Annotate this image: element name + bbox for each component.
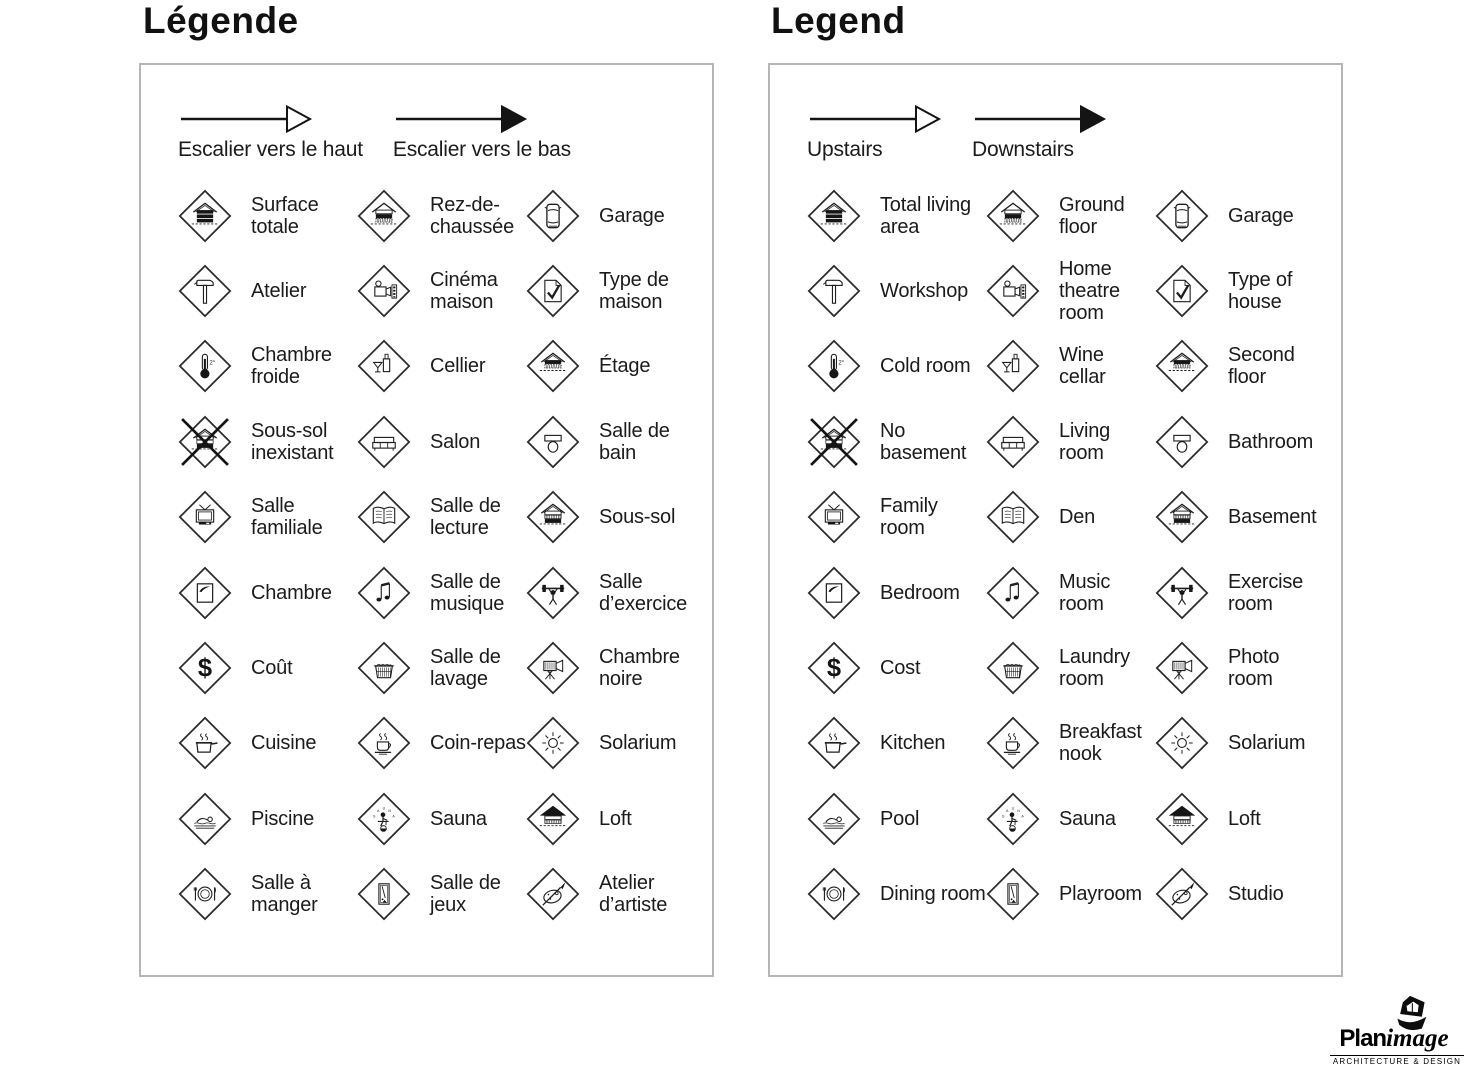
legend-item-home-theatre: [986, 253, 1155, 328]
legend-item-cold-room: [178, 329, 357, 404]
legend-item-exercise-room: [526, 555, 696, 630]
legend-item-no-basement: [178, 404, 357, 479]
legend-item-garage: [526, 178, 696, 253]
music-room-icon: [986, 566, 1040, 620]
stairs-up-entry: [178, 103, 363, 162]
legend-item-label: Salle à manger: [251, 872, 318, 917]
dining-room-icon: [807, 867, 861, 921]
legend-item-music-room: [357, 555, 526, 630]
living-room-icon: [357, 415, 411, 469]
legend-item-bedroom: [178, 555, 357, 630]
legend-item-studio: [1155, 857, 1325, 932]
legend-item-label: Photo room: [1228, 646, 1280, 691]
legend-item-laundry-room: [986, 630, 1155, 705]
legend-item-pool: [807, 781, 986, 856]
legend-item-label: Chambre: [251, 581, 332, 604]
legend-item-label: Solarium: [1228, 732, 1306, 755]
basement-icon: [526, 490, 580, 544]
legend-item-label: Cost: [880, 657, 921, 680]
loft-icon: [1155, 792, 1209, 846]
legend-item-den: [986, 480, 1155, 555]
legend-item-label: Coût: [251, 657, 293, 680]
exercise-room-icon: [526, 566, 580, 620]
legend-item-label: Type of house: [1228, 269, 1293, 314]
legend-item-living-room: [357, 404, 526, 479]
sauna-icon: [357, 792, 411, 846]
den-icon: [986, 490, 1040, 544]
legend-item-label: Sauna: [1059, 807, 1116, 830]
legend-item-label: Surface totale: [251, 193, 319, 238]
legend-item-label: Salle d’exercice: [599, 570, 688, 615]
studio-icon: [526, 867, 580, 921]
legend-item-label: Salle de jeux: [430, 872, 501, 917]
legend-item-cold-room: [807, 329, 986, 404]
legend-item-label: Sous-sol inexistant: [251, 419, 334, 464]
legend-grid-english: [807, 178, 1341, 932]
legend-item-photo-room: [1155, 630, 1325, 705]
photo-room-icon: [526, 641, 580, 695]
family-room-icon: [178, 490, 232, 544]
legend-item-label: Kitchen: [880, 732, 946, 755]
stairs-up-arrow-icon: [807, 103, 942, 135]
legend-item-living-room: [986, 404, 1155, 479]
den-icon: [357, 490, 411, 544]
loft-icon: [526, 792, 580, 846]
legend-item-label: Cuisine: [251, 732, 317, 755]
stairs-down-arrow-icon: [393, 103, 528, 135]
legend-item-label: Rez-de-chaussée: [430, 193, 515, 238]
kitchen-icon: [807, 716, 861, 770]
legend-item-cost: [178, 630, 357, 705]
legend-item-label: Dining room: [880, 883, 986, 906]
page-title-english: Legend: [771, 0, 906, 41]
playroom-icon: [357, 867, 411, 921]
studio-icon: [1155, 867, 1209, 921]
home-theatre-icon: [986, 264, 1040, 318]
legend-item-label: Studio: [1228, 883, 1284, 906]
legend-item-label: Salle de bain: [599, 419, 670, 464]
no-basement-icon: [807, 415, 861, 469]
no-basement-icon: [178, 415, 232, 469]
legend-item-playroom: [986, 857, 1155, 932]
legend-item-label: Ground floor: [1059, 193, 1125, 238]
cold-room-icon: [807, 339, 861, 393]
legend-grid-french: [178, 178, 712, 932]
legend-item-laundry-room: [357, 630, 526, 705]
planimage-wordmark: [1316, 1027, 1472, 1054]
living-room-icon: [986, 415, 1040, 469]
planimage-logo: [1316, 995, 1472, 1066]
legend-item-label: Cellier: [430, 355, 486, 378]
sauna-icon: [986, 792, 1040, 846]
home-theatre-icon: [357, 264, 411, 318]
basement-icon: [1155, 490, 1209, 544]
legend-item-ground-floor: [986, 178, 1155, 253]
legend-item-sauna: [357, 781, 526, 856]
legend-item-bathroom: [1155, 404, 1325, 479]
stairs-down-arrow-icon: [972, 103, 1107, 135]
legend-item-label: Garage: [1228, 204, 1294, 227]
legend-panel-english: [768, 63, 1343, 977]
legend-item-second-floor: [1155, 329, 1325, 404]
legend-item-label: Atelier: [251, 280, 307, 303]
cost-icon: [178, 641, 232, 695]
wine-cellar-icon: [357, 339, 411, 393]
legend-item-dining-room: [178, 857, 357, 932]
family-room-icon: [807, 490, 861, 544]
page-title-french: Légende: [143, 0, 299, 41]
legend-item-music-room: [986, 555, 1155, 630]
logo-image-text: image: [1386, 1025, 1449, 1052]
legend-item-pool: [178, 781, 357, 856]
legend-item-label: Den: [1059, 506, 1096, 529]
legend-item-label: Bedroom: [880, 581, 960, 604]
legend-item-exercise-room: [1155, 555, 1325, 630]
legend-item-label: Salon: [430, 430, 481, 453]
second-floor-icon: [526, 339, 580, 393]
legend-item-label: Breakfast nook: [1059, 721, 1142, 766]
kitchen-icon: [178, 716, 232, 770]
legend-item-label: Bathroom: [1228, 430, 1314, 453]
legend-item-home-theatre: [357, 253, 526, 328]
dining-room-icon: [178, 867, 232, 921]
legend-item-wine-cellar: [986, 329, 1155, 404]
bedroom-icon: [178, 566, 232, 620]
stair-arrows-english: [807, 103, 1341, 162]
breakfast-nook-icon: [357, 716, 411, 770]
stairs-down-label: Escalier vers le bas: [392, 138, 571, 161]
legend-item-label: Salle de lavage: [430, 646, 501, 691]
legend-item-sauna: [986, 781, 1155, 856]
legend-item-second-floor: [526, 329, 696, 404]
legend-item-workshop: [807, 253, 986, 328]
legend-item-label: Exercise room: [1228, 570, 1304, 615]
second-floor-icon: [1155, 339, 1209, 393]
legend-item-label: Cold room: [880, 355, 971, 378]
legend-item-label: Sauna: [430, 807, 487, 830]
bathroom-icon: [526, 415, 580, 469]
legend-item-label: Atelier d’artiste: [599, 872, 668, 917]
stairs-down-entry: [972, 103, 1107, 162]
legend-item-type-of-house: [1155, 253, 1325, 328]
legend-item-label: Solarium: [599, 732, 677, 755]
legend-item-cost: [807, 630, 986, 705]
legend-item-label: Salle de musique: [430, 570, 505, 615]
legend-item-type-of-house: [526, 253, 696, 328]
legend-item-label: No basement: [880, 419, 967, 464]
legend-item-label: Home theatre room: [1059, 258, 1120, 325]
bedroom-icon: [807, 566, 861, 620]
legend-item-label: Basement: [1228, 506, 1317, 529]
workshop-icon: [807, 264, 861, 318]
pool-icon: [178, 792, 232, 846]
legend-item-label: Cinéma maison: [430, 269, 498, 314]
garage-icon: [1155, 189, 1209, 243]
stairs-down-label: Downstairs: [972, 138, 1074, 161]
legend-item-label: Type de maison: [599, 269, 669, 314]
legend-item-garage: [1155, 178, 1325, 253]
garage-icon: [526, 189, 580, 243]
legend-item-label: Wine cellar: [1059, 344, 1106, 389]
legend-item-basement: [1155, 480, 1325, 555]
stair-arrows-french: [178, 103, 712, 162]
legend-item-kitchen: [178, 706, 357, 781]
legend-item-solarium: [526, 706, 696, 781]
solarium-icon: [526, 716, 580, 770]
laundry-room-icon: [357, 641, 411, 695]
legend-item-total-area: [807, 178, 986, 253]
legend-item-label: Loft: [599, 807, 632, 830]
legend-item-wine-cellar: [357, 329, 526, 404]
legend-item-label: Pool: [880, 807, 920, 830]
legend-item-ground-floor: [357, 178, 526, 253]
legend-item-label: Laundry room: [1059, 646, 1130, 691]
photo-room-icon: [1155, 641, 1209, 695]
legend-item-no-basement: [807, 404, 986, 479]
legend-item-bedroom: [807, 555, 986, 630]
breakfast-nook-icon: [986, 716, 1040, 770]
legend-item-workshop: [178, 253, 357, 328]
stairs-up-label: Upstairs: [807, 138, 883, 161]
legend-item-label: Salle familiale: [251, 495, 323, 540]
music-room-icon: [357, 566, 411, 620]
total-area-icon: [807, 189, 861, 243]
stairs-up-label: Escalier vers le haut: [178, 138, 363, 161]
solarium-icon: [1155, 716, 1209, 770]
legend-item-label: Loft: [1228, 807, 1261, 830]
legend-item-bathroom: [526, 404, 696, 479]
legend-item-label: Family room: [880, 495, 938, 540]
legend-item-label: Sous-sol: [599, 506, 676, 529]
playroom-icon: [986, 867, 1040, 921]
legend-item-studio: [526, 857, 696, 932]
legend-item-label: Salle de lecture: [430, 495, 501, 540]
legend-item-kitchen: [807, 706, 986, 781]
legend-item-label: Workshop: [880, 280, 969, 303]
exercise-room-icon: [1155, 566, 1209, 620]
legend-item-label: Living room: [1059, 419, 1111, 464]
cold-room-icon: [178, 339, 232, 393]
legend-item-total-area: [178, 178, 357, 253]
logo-plan-text: Plan: [1339, 1025, 1387, 1052]
legend-item-label: Chambre noire: [599, 646, 680, 691]
legend-item-dining-room: [807, 857, 986, 932]
workshop-icon: [178, 264, 232, 318]
legend-item-breakfast-nook: [986, 706, 1155, 781]
legend-item-family-room: [807, 480, 986, 555]
legend-item-label: Music room: [1059, 570, 1111, 615]
type-of-house-icon: [1155, 264, 1209, 318]
cost-icon: [807, 641, 861, 695]
legend-item-label: Chambre froide: [251, 344, 332, 389]
legend-item-solarium: [1155, 706, 1325, 781]
legend-item-loft: [1155, 781, 1325, 856]
type-of-house-icon: [526, 264, 580, 318]
legend-panel-french: [139, 63, 714, 977]
logo-tagline: ARCHITECTURE & DESIGN: [1330, 1055, 1464, 1066]
legend-item-label: Étage: [599, 355, 651, 378]
legend-item-den: [357, 480, 526, 555]
legend-item-label: Coin-repas: [430, 732, 526, 755]
stairs-up-entry: [807, 103, 942, 162]
bathroom-icon: [1155, 415, 1209, 469]
wine-cellar-icon: [986, 339, 1040, 393]
legend-item-label: Garage: [599, 204, 665, 227]
pool-icon: [807, 792, 861, 846]
legend-item-basement: [526, 480, 696, 555]
ground-floor-icon: [986, 189, 1040, 243]
laundry-room-icon: [986, 641, 1040, 695]
legend-item-breakfast-nook: [357, 706, 526, 781]
legend-item-label: Piscine: [251, 807, 315, 830]
legend-item-label: Total living area: [880, 193, 971, 238]
legend-item-photo-room: [526, 630, 696, 705]
legend-item-family-room: [178, 480, 357, 555]
ground-floor-icon: [357, 189, 411, 243]
legend-item-loft: [526, 781, 696, 856]
stairs-down-entry: [393, 103, 571, 162]
legend-item-playroom: [357, 857, 526, 932]
total-area-icon: [178, 189, 232, 243]
stairs-up-arrow-icon: [178, 103, 313, 135]
legend-item-label: Playroom: [1059, 883, 1142, 906]
legend-item-label: Second floor: [1228, 344, 1295, 389]
